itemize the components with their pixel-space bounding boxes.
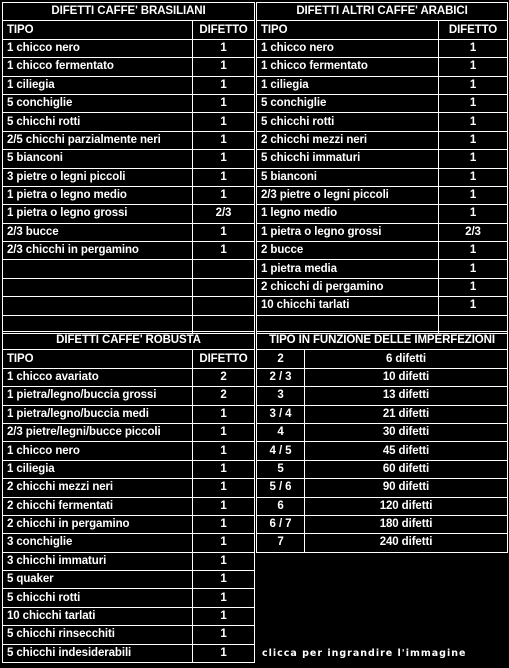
arabici-cell-tipo: 1 chicco nero <box>257 39 439 57</box>
robusta-cell-tipo: 2/3 pietre/legni/bucce piccoli <box>3 423 193 441</box>
arabici-table-row <box>257 186 508 204</box>
robusta-cell-tipo: 10 chicchi tarlati <box>3 607 193 625</box>
robusta-table-row <box>3 644 255 662</box>
brasiliani-cell-valore: 2/3 <box>193 205 255 223</box>
robusta-cell-tipo: 1 chicco nero <box>3 442 193 460</box>
brasiliani-cell-valore: 1 <box>193 242 255 260</box>
brasiliani-cell-tipo: 3 pietre o legni piccoli <box>3 168 193 186</box>
arabici-cell-tipo: 5 bianconi <box>257 168 439 186</box>
brasiliani-cell-tipo: 1 chicco fermentato <box>3 58 193 76</box>
imperfezioni-table-row <box>257 387 508 405</box>
robusta-cell-tipo: 2 chicchi fermentati <box>3 497 193 515</box>
brasiliani-cell-tipo: 2/5 chicchi parzialmente neri <box>3 131 193 149</box>
robusta-table-row <box>3 589 255 607</box>
robusta-cell-valore: 1 <box>193 423 255 441</box>
arabici-cell-valore: 1 <box>439 150 508 168</box>
arabici-cell-tipo: 1 pietra o legno grossi <box>257 223 439 241</box>
imperfezioni-cell-valore: 90 difetti <box>305 479 508 497</box>
imperfezioni-cell-tipo: 5 <box>257 460 305 478</box>
arabici-table-row <box>257 39 508 57</box>
arabici-cell-valore: 1 <box>439 260 508 278</box>
robusta-table-row <box>3 515 255 533</box>
imperfezioni-cell-tipo: 3 <box>257 387 305 405</box>
imperfezioni-table-row <box>257 497 508 515</box>
arabici-cell-tipo: 5 chicchi rotti <box>257 113 439 131</box>
brasiliani-table-row <box>3 297 255 315</box>
arabici-col-tipo: TIPO <box>257 21 439 39</box>
brasiliani-cell-valore: 1 <box>193 39 255 57</box>
robusta-table-row <box>3 442 255 460</box>
brasiliani-table-row <box>3 242 255 260</box>
robusta-table-row <box>3 607 255 625</box>
brasiliani-col-tipo: TIPO <box>3 21 193 39</box>
robusta-cell-valore: 1 <box>193 644 255 662</box>
robusta-table-row <box>3 423 255 441</box>
arabici-table-row <box>257 260 508 278</box>
brasiliani-table-row <box>3 205 255 223</box>
brasiliani-cell-tipo: 5 bianconi <box>3 150 193 168</box>
robusta-cell-tipo: 5 quaker <box>3 571 193 589</box>
robusta-cell-tipo: 1 pietra/legno/buccia medi <box>3 405 193 423</box>
imperfezioni-cell-valore: 45 difetti <box>305 442 508 460</box>
imperfezioni-cell-tipo: 7 <box>257 534 305 552</box>
arabici-cell-valore: 1 <box>439 186 508 204</box>
arabici-cell-tipo: 2/3 pietre o legni piccoli <box>257 186 439 204</box>
imperfezioni-table-row <box>257 405 508 423</box>
brasiliani-cell-tipo: 1 pietra o legno grossi <box>3 205 193 223</box>
robusta-cell-tipo: 2 chicchi in pergamino <box>3 515 193 533</box>
brasiliani-table-row <box>3 94 255 112</box>
arabici-cell-valore: 1 <box>439 168 508 186</box>
brasiliani-cell-tipo: 5 conchiglie <box>3 94 193 112</box>
robusta-table-row <box>3 497 255 515</box>
robusta-table-row <box>3 571 255 589</box>
brasiliani-cell-valore <box>193 278 255 296</box>
brasiliani-table-row <box>3 58 255 76</box>
arabici-cell-valore: 1 <box>439 297 508 315</box>
arabici-table-row <box>257 150 508 168</box>
imperfezioni-table-row <box>257 423 508 441</box>
arabici-cell-tipo: 2 chicchi di pergamino <box>257 278 439 296</box>
imperfezioni-table-row <box>257 479 508 497</box>
brasiliani-cell-valore: 1 <box>193 150 255 168</box>
table-brasiliani <box>2 2 255 334</box>
brasiliani-cell-valore <box>193 297 255 315</box>
robusta-cell-tipo: 1 chicco avariato <box>3 368 193 386</box>
brasiliani-cell-tipo: 1 chicco nero <box>3 39 193 57</box>
robusta-cell-valore: 1 <box>193 571 255 589</box>
brasiliani-col-difetto: DIFETTO <box>193 21 255 39</box>
arabici-cell-valore: 1 <box>439 131 508 149</box>
table-arabici <box>256 2 508 334</box>
table-imperfezioni <box>256 331 508 553</box>
robusta-cell-valore: 1 <box>193 515 255 533</box>
arabici-col-difetto: DIFETTO <box>439 21 508 39</box>
arabici-cell-tipo: 2 chicchi mezzi neri <box>257 131 439 149</box>
robusta-cell-valore: 1 <box>193 460 255 478</box>
imperfezioni-table-row <box>257 442 508 460</box>
imperfezioni-cell-valore: 180 difetti <box>305 515 508 533</box>
robusta-cell-valore: 1 <box>193 479 255 497</box>
robusta-cell-tipo: 5 chicchi indesiderabili <box>3 644 193 662</box>
arabici-table-row <box>257 242 508 260</box>
imperfezioni-table-row <box>257 515 508 533</box>
imperfezioni-cell-tipo: 2 / 3 <box>257 368 305 386</box>
arabici-cell-valore: 1 <box>439 39 508 57</box>
robusta-cell-tipo: 1 ciliegia <box>3 460 193 478</box>
brasiliani-cell-tipo: 1 pietra o legno medio <box>3 186 193 204</box>
imperfezioni-cell-valore: 21 difetti <box>305 405 508 423</box>
arabici-cell-valore: 1 <box>439 278 508 296</box>
table-robusta <box>2 331 255 663</box>
imperfezioni-cell-tipo: 2 <box>257 350 305 368</box>
brasiliani-cell-tipo <box>3 260 193 278</box>
arabici-cell-tipo: 10 chicchi tarlati <box>257 297 439 315</box>
brasiliani-table-row <box>3 186 255 204</box>
imperfezioni-cell-tipo: 6 <box>257 497 305 515</box>
robusta-col-tipo: TIPO <box>3 350 193 368</box>
imperfezioni-cell-valore: 120 difetti <box>305 497 508 515</box>
arabici-cell-tipo: 5 chicchi immaturi <box>257 150 439 168</box>
brasiliani-cell-tipo: 2/3 bucce <box>3 223 193 241</box>
brasiliani-cell-tipo: 1 ciliegia <box>3 76 193 94</box>
imperfezioni-cell-valore: 30 difetti <box>305 423 508 441</box>
brasiliani-table-row <box>3 223 255 241</box>
imperfezioni-cell-valore: 60 difetti <box>305 460 508 478</box>
arabici-table-row <box>257 205 508 223</box>
brasiliani-cell-valore: 1 <box>193 113 255 131</box>
imperfezioni-table-row <box>257 350 508 368</box>
arabici-cell-tipo: 5 conchiglie <box>257 94 439 112</box>
robusta-table-row <box>3 387 255 405</box>
brasiliani-cell-valore: 1 <box>193 168 255 186</box>
arabici-cell-tipo: 2 bucce <box>257 242 439 260</box>
robusta-cell-valore: 1 <box>193 497 255 515</box>
imperfezioni-cell-tipo: 4 / 5 <box>257 442 305 460</box>
brasiliani-table-row <box>3 150 255 168</box>
robusta-table-row <box>3 405 255 423</box>
imperfezioni-cell-tipo: 3 / 4 <box>257 405 305 423</box>
enlarge-image-link[interactable]: clicca per ingrandire l'immagine <box>262 648 467 659</box>
imperfezioni-cell-valore: 240 difetti <box>305 534 508 552</box>
imperfezioni-table-row <box>257 368 508 386</box>
arabici-cell-valore: 1 <box>439 242 508 260</box>
arabici-cell-valore: 1 <box>439 76 508 94</box>
arabici-table-row <box>257 58 508 76</box>
arabici-table-row <box>257 113 508 131</box>
imperfezioni-cell-valore: 10 difetti <box>305 368 508 386</box>
arabici-table-row <box>257 278 508 296</box>
brasiliani-title: DIFETTI CAFFE' BRASILIANI <box>3 3 255 21</box>
brasiliani-cell-valore: 1 <box>193 223 255 241</box>
brasiliani-table-row <box>3 39 255 57</box>
brasiliani-table-row <box>3 113 255 131</box>
robusta-cell-valore: 1 <box>193 405 255 423</box>
arabici-table-row <box>257 297 508 315</box>
arabici-cell-valore: 1 <box>439 205 508 223</box>
imperfezioni-cell-tipo: 6 / 7 <box>257 515 305 533</box>
robusta-cell-valore: 1 <box>193 607 255 625</box>
robusta-title: DIFETTI CAFFE' ROBUSTA <box>3 332 255 350</box>
arabici-table-row <box>257 223 508 241</box>
brasiliani-table-row <box>3 131 255 149</box>
robusta-cell-valore: 1 <box>193 589 255 607</box>
brasiliani-table-row <box>3 260 255 278</box>
robusta-cell-tipo: 1 pietra/legno/buccia grossi <box>3 387 193 405</box>
arabici-cell-valore: 1 <box>439 58 508 76</box>
brasiliani-table-row <box>3 278 255 296</box>
imperfezioni-cell-valore: 6 difetti <box>305 350 508 368</box>
arabici-cell-valore: 1 <box>439 94 508 112</box>
brasiliani-cell-valore: 1 <box>193 94 255 112</box>
robusta-cell-valore: 1 <box>193 442 255 460</box>
brasiliani-cell-valore: 1 <box>193 186 255 204</box>
arabici-cell-valore: 1 <box>439 113 508 131</box>
robusta-cell-valore: 1 <box>193 626 255 644</box>
arabici-cell-tipo: 1 ciliegia <box>257 76 439 94</box>
brasiliani-cell-tipo: 2/3 chicchi in pergamino <box>3 242 193 260</box>
arabici-cell-tipo: 1 legno medio <box>257 205 439 223</box>
arabici-table-row <box>257 76 508 94</box>
arabici-table-row <box>257 131 508 149</box>
imperfezioni-title: TIPO IN FUNZIONE DELLE IMPERFEZIONI <box>257 332 508 350</box>
arabici-title: DIFETTI ALTRI CAFFE' ARABICI <box>257 3 508 21</box>
imperfezioni-table-row <box>257 460 508 478</box>
brasiliani-table-row <box>3 76 255 94</box>
robusta-table-row <box>3 552 255 570</box>
brasiliani-cell-valore: 1 <box>193 76 255 94</box>
imperfezioni-table-row <box>257 534 508 552</box>
brasiliani-table-row <box>3 168 255 186</box>
imperfezioni-cell-valore: 13 difetti <box>305 387 508 405</box>
arabici-cell-tipo: 1 pietra media <box>257 260 439 278</box>
robusta-cell-valore: 2 <box>193 368 255 386</box>
robusta-cell-valore: 2 <box>193 387 255 405</box>
robusta-cell-tipo: 5 chicchi rinsecchiti <box>3 626 193 644</box>
robusta-cell-tipo: 3 chicchi immaturi <box>3 552 193 570</box>
robusta-table-row <box>3 534 255 552</box>
robusta-table-row <box>3 626 255 644</box>
robusta-cell-tipo: 2 chicchi mezzi neri <box>3 479 193 497</box>
brasiliani-cell-tipo: 5 chicchi rotti <box>3 113 193 131</box>
robusta-cell-tipo: 5 chicchi rotti <box>3 589 193 607</box>
brasiliani-cell-tipo <box>3 278 193 296</box>
robusta-table-row <box>3 460 255 478</box>
brasiliani-cell-valore: 1 <box>193 131 255 149</box>
brasiliani-cell-valore <box>193 260 255 278</box>
robusta-table-row <box>3 368 255 386</box>
robusta-cell-tipo: 3 conchiglie <box>3 534 193 552</box>
arabici-cell-valore: 2/3 <box>439 223 508 241</box>
arabici-table-row <box>257 94 508 112</box>
robusta-col-difetto: DIFETTO <box>193 350 255 368</box>
robusta-cell-valore: 1 <box>193 534 255 552</box>
brasiliani-cell-valore: 1 <box>193 58 255 76</box>
arabici-table-row <box>257 168 508 186</box>
imperfezioni-cell-tipo: 5 / 6 <box>257 479 305 497</box>
brasiliani-cell-tipo <box>3 297 193 315</box>
arabici-cell-tipo: 1 chicco fermentato <box>257 58 439 76</box>
imperfezioni-cell-tipo: 4 <box>257 423 305 441</box>
robusta-table-row <box>3 479 255 497</box>
robusta-cell-valore: 1 <box>193 552 255 570</box>
